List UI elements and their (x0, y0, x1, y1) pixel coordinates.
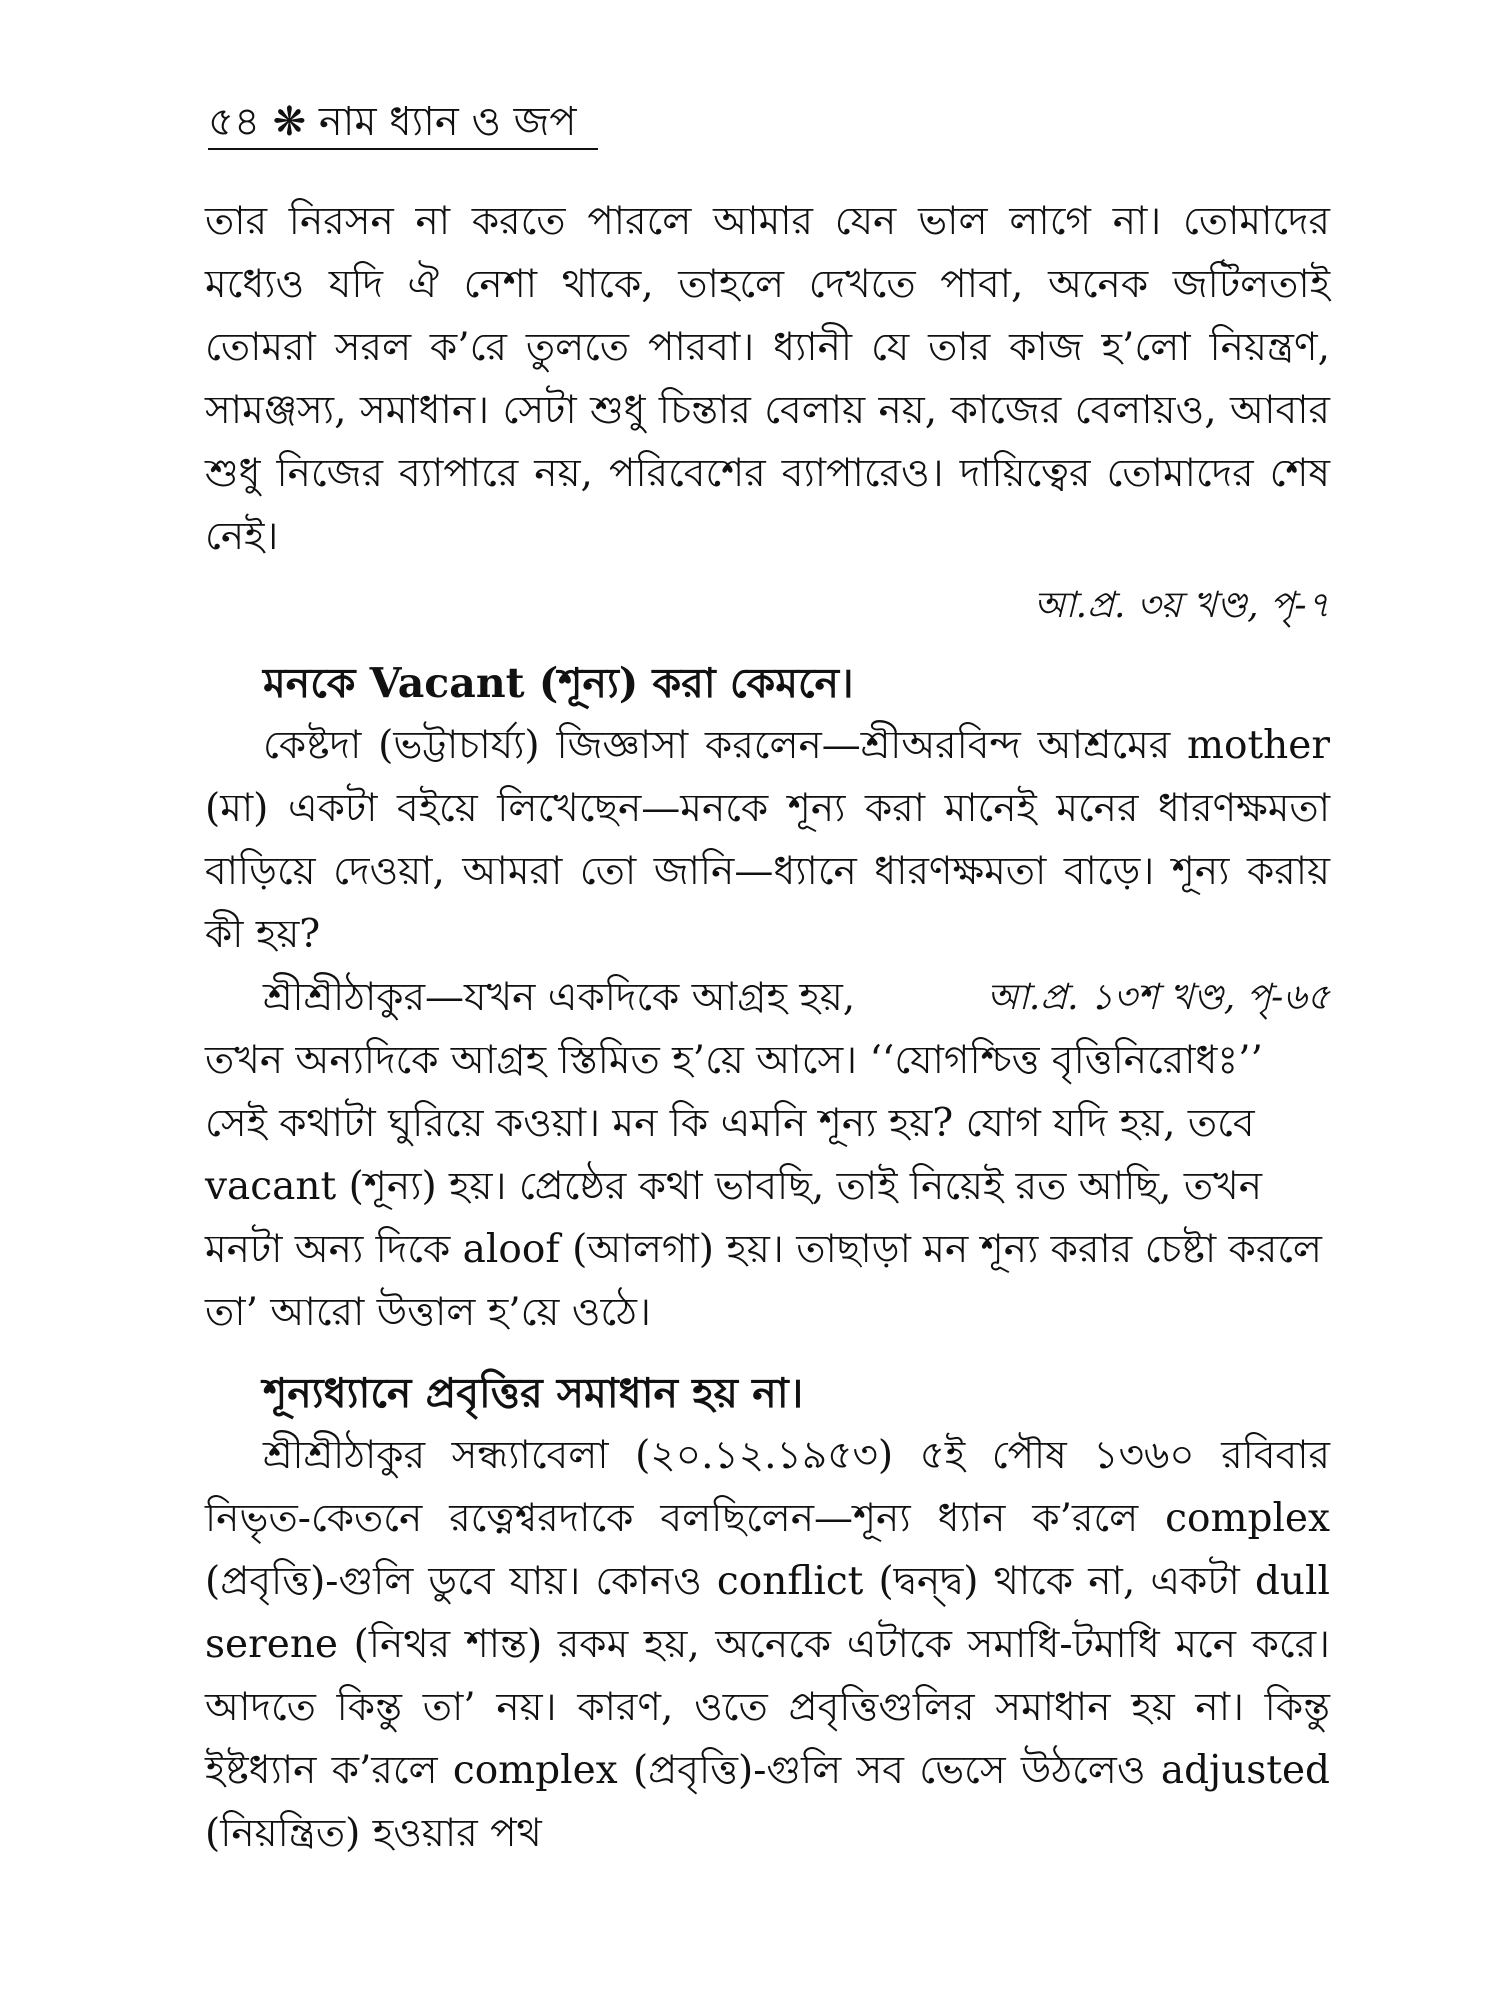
paragraph-3 (205, 966, 1330, 1344)
citation-1: আ.প্র. ৩য় খণ্ড, পৃ-৭ (1033, 585, 1330, 626)
header-rule (208, 148, 598, 150)
paragraph-2: কেষ্টদা (ভট্টাচার্য্য) জিজ্ঞাসা করলেন—শ্রীঅরবিন্দ আশ্রমের mother (মা) একটা বইয়ে লিখেছেন—মনকে শূন্য করা মানেই মনের ধারণক্ষমতা বাড়িয়ে দেওয়া, আমরা তো জানি—ধ্যানে ধারণক্ষমতা বাড়ে। শূন্য করায় কী হয়? (205, 723, 1330, 957)
paragraph-4: শ্রীশ্রীঠাকুর সন্ধ্যাবেলা (২০.১২.১৯৫৩) ৫ই পৌষ ১৩৬০ রবিবার নিভৃত-কেতনে রত্নেশ্বরদাকে বলছিলেন—শূন্য ধ্যান ক’রলে complex (প্রবৃত্তি)-গুলি ডুবে যায়। কোনও conflict (দ্বন্দ্ব) থাকে না, একটা dull serene (নিথর শান্ত) রকম হয়, অনেকে এটাকে সমাধি-টমাধি মনে করে। আদতে কিন্তু তা’ নয়। কারণ, ওতে প্রবৃত্তিগুলির সমাধান হয় না। কিন্তু ইষ্টধ্যান ক’রলে complex (প্রবৃত্তি)-গুলি সব ভেসে উঠলেও adjusted (নিয়ন্ত্রিত) হওয়ার পথ (205, 1433, 1330, 1856)
page-body (205, 190, 1330, 1865)
running-head: ৫৪ ❋ নাম ধ্যান ও জপ (208, 99, 577, 145)
section-heading-1: মনকে Vacant (শূন্য) করা কেমনে। (263, 659, 854, 707)
citation-2: আ.প্র. ১৩শ খণ্ড, পৃ-৬৫ (986, 977, 1330, 1018)
paragraph-3-text: শ্রীশ্রীঠাকুর—যখন একদিকে আগ্রহ হয়, তখন অন্যদিকে আগ্রহ স্তিমিত হ’য়ে আসে। ‘‘যোগশ্চিত্ত বৃত্তিনিরোধঃ’’ সেই কথাটা ঘুরিয়ে কওয়া। মন কি এমনি শূন্য হয়? যোগ যদি হয়, তবে vacant (শূন্য) হয়। প্রেষ্ঠের কথা ভাবছি, তাই নিয়েই রত আছি, তখন মনটা অন্য দিকে aloof (আলগা) হয়। তাছাড়া মন শূন্য করার চেষ্টা করলে তা’ আরো উত্তাল হ’য়ে ওঠে। (205, 975, 1322, 1335)
paragraph-1: তার নিরসন না করতে পারলে আমার যেন ভাল লাগে না। তোমাদের মধ্যেও যদি ঐ নেশা থাকে, তাহলে দেখতে পাবা, অনেক জটিলতাই তোমরা সরল ক’রে তুলতে পারবা। ধ্যানী যে তার কাজ হ’লো নিয়ন্ত্রণ, সামঞ্জস্য, সমাধান। সেটা শুধু চিন্তার বেলায় নয়, কাজের বেলায়ও, আবার শুধু নিজের ব্যাপারে নয়, পরিবেশের ব্যাপারেও। দায়িত্বের তোমাদের শেষ নেই। (205, 199, 1330, 559)
section-heading-2: শূন্যধ্যানে প্রবৃত্তির সমাধান হয় না। (263, 1369, 804, 1417)
